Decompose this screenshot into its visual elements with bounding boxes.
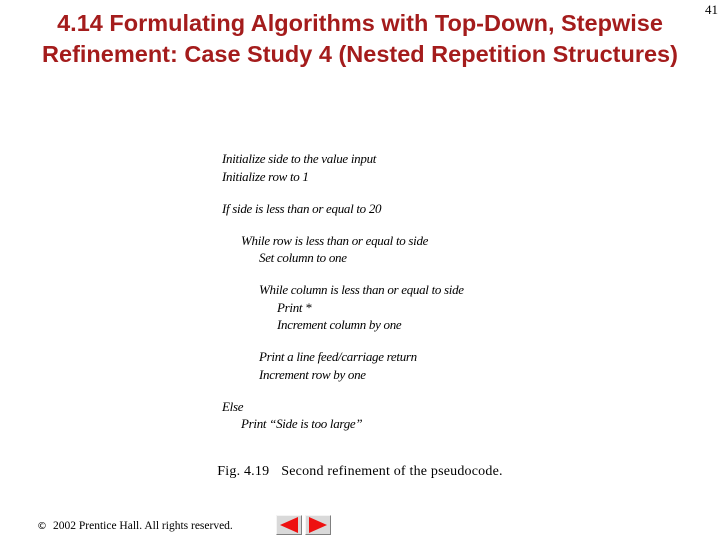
pseudocode-block [222,150,464,433]
pseudocode-line: Increment column by one [277,317,402,332]
slide-number: 41 [705,2,718,17]
pseudocode-line: Initialize row to 1 [222,168,309,184]
next-slide-button[interactable] [305,515,331,535]
pseudocode-line: If side is less than or equal to 20 [222,200,382,216]
pseudocode-line: While column is less than or equal to side [259,282,464,297]
copyright-notice [37,520,233,532]
pseudocode-line: Print * [277,299,312,315]
copyright-symbol: © [37,521,47,532]
pseudocode-line: Increment row by one [259,366,366,382]
pseudocode-line: Set column to one [259,250,347,265]
slide-title: 4.14 Formulating Algorithms with Top-Down, Stepwise Refinement: Case Study 4 (Nested Repetition Structures) [42,10,678,67]
previous-slide-button[interactable] [276,515,302,535]
pseudocode-line: Print a line feed/carriage return [259,349,417,364]
pseudocode-line: Print “Side is too large” [241,416,363,431]
pseudocode-line: Else [222,398,244,414]
figure-caption [0,464,720,480]
next-slide-icon [306,516,330,534]
copyright-text: 2002 Prentice Hall. All rights reserved. [53,520,233,532]
figure-caption-text: Second refinement of the pseudocode. [281,464,503,479]
previous-slide-icon [277,516,301,534]
pseudocode-line: Initialize side to the value input [222,151,377,166]
figure-number: Fig. 4.19 [217,464,270,479]
pseudocode-line: While row is less than or equal to side [241,232,429,248]
